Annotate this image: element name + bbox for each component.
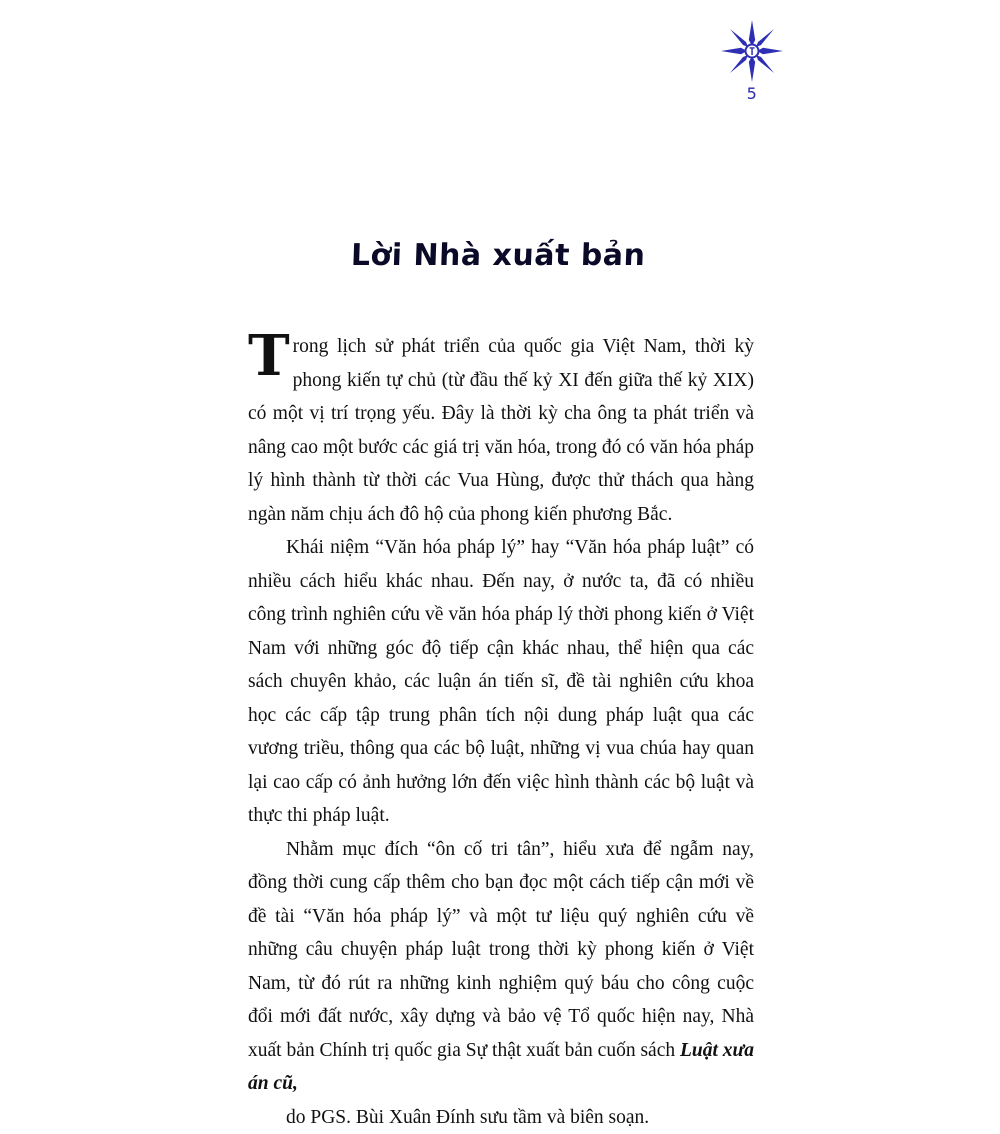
paragraph-3 bbox=[248, 833, 754, 1101]
page-header bbox=[0, 20, 1000, 102]
book-title: Luật xưa án cũ, bbox=[248, 1040, 754, 1095]
paragraph-1 bbox=[248, 330, 754, 531]
paragraph-3-text-before: Nhằm mục đích “ôn cố tri tân”, hiểu xưa để ngẫm nay, đồng thời cung cấp thêm cho bạn đọc một cách tiếp cận mới về đề tài “Văn hóa pháp lý” và một tư liệu quý nghiên cứu về những câu chuyện pháp luật trong thời kỳ phong kiến ở Việt Nam, từ đó rút ra những kinh nghiệm quý báu cho công cuộc đổi mới đất nước, xây dựng và bảo vệ Tổ quốc hiện nay, Nhà xuất bản Chính trị quốc gia Sự thật xuất bản cuốn sách bbox=[248, 839, 754, 1061]
body-text bbox=[248, 330, 754, 1134]
page-title-text: Lời Nhà xuất bản bbox=[350, 238, 646, 273]
paragraph-2-text: Khái niệm “Văn hóa pháp lý” hay “Văn hóa pháp luật” có nhiều cách hiểu khác nhau. Đến nay, ở nước ta, đã có nhiều công trình nghiên cứu về văn hóa pháp lý thời phong kiến ở Việt Nam với những góc độ tiếp cận khác nhau, thể hiện qua các sách chuyên khảo, các luận án tiến sĩ, đề tài nghiên cứu khoa học các cấp tập trung phân tích nội dung pháp luật qua các vương triều, thông qua các bộ luật, những vị vua chúa hay quan lại cao cấp có ảnh hưởng lớn đến việc hình thành các bộ luật và thực thi pháp luật. bbox=[248, 537, 754, 826]
drop-cap: T bbox=[248, 332, 293, 378]
paragraph-1-text: rong lịch sử phát triển của quốc gia Việt Nam, thời kỳ phong kiến tự chủ (từ đầu thế kỷ XI đến giữa thế kỷ XIX) có một vị trí trọng yếu. Đây là thời kỳ cha ông ta phát triển và nâng cao một bước các giá trị văn hóa, trong đó có văn hóa pháp lý hình thành từ thời các Vua Hùng, được thử thách qua hàng ngàn năm chịu ách đô hộ của phong kiến phương Bắc. bbox=[248, 336, 754, 525]
paragraph-3-text-after: do PGS. Bùi Xuân Đính sưu tầm và biên soạn. bbox=[286, 1107, 649, 1128]
starburst-ornament-icon bbox=[721, 20, 783, 82]
page-title bbox=[0, 238, 998, 273]
page-number: 5 bbox=[747, 86, 758, 102]
paragraph-2 bbox=[248, 531, 754, 833]
paragraph-3-continued bbox=[248, 1101, 754, 1134]
